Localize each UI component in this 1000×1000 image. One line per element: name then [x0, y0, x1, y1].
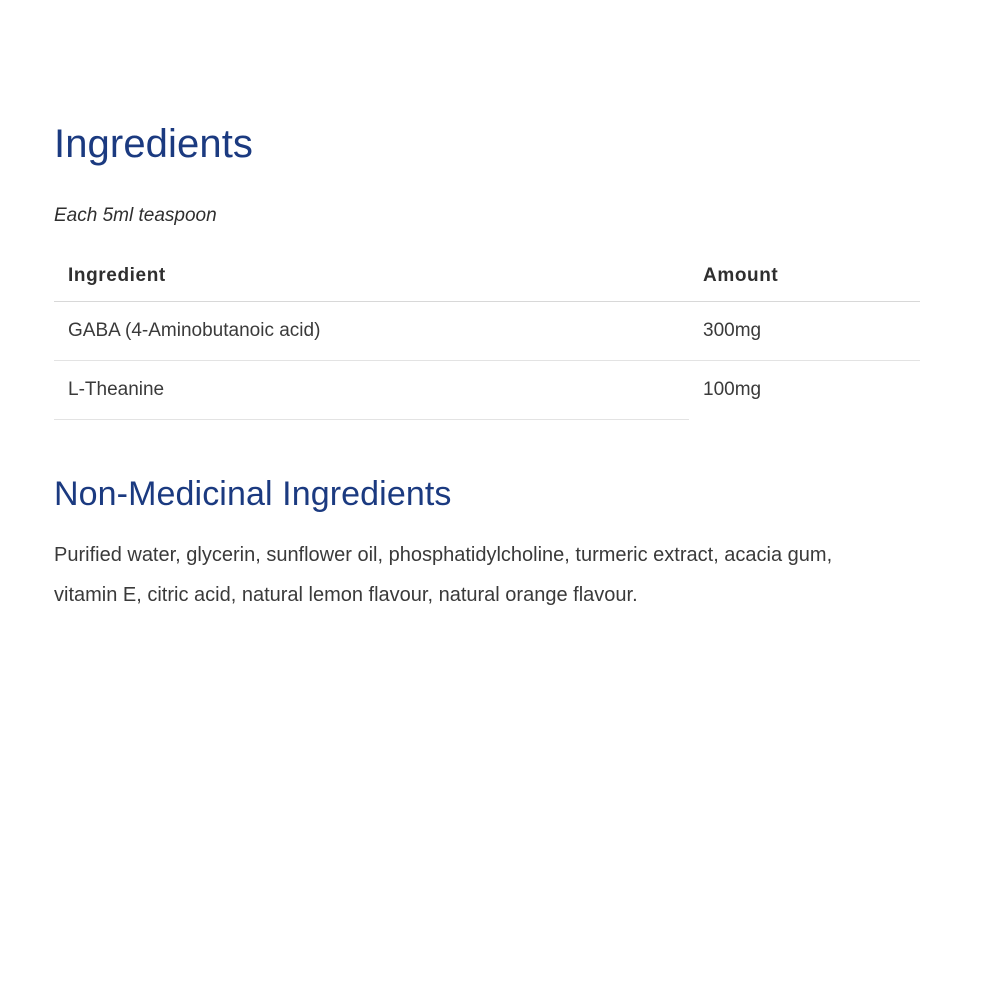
column-header-amount: Amount: [689, 259, 920, 302]
table-body: [54, 301, 920, 419]
column-header-ingredient: Ingredient: [54, 259, 689, 302]
table-header-row: [54, 259, 920, 302]
page-title: Ingredients: [54, 122, 254, 166]
ingredients-table: [54, 259, 920, 420]
serving-size-note: Each 5ml teaspoon: [54, 205, 217, 226]
table-header: [54, 259, 920, 302]
table-row: [54, 360, 920, 419]
cell-ingredient-amount: 300mg: [689, 301, 920, 360]
cell-ingredient-amount: 100mg: [703, 378, 762, 400]
table-row: [54, 301, 920, 360]
non-medicinal-ingredients-title: Non-Medicinal Ingredients: [54, 474, 452, 513]
cell-ingredient-name: GABA (4-Aminobutanoic acid): [54, 301, 689, 360]
non-medicinal-ingredients-text: Purified water, glycerin, sunflower oil, phosphatidylcholine, turmeric extract, acacia gum, vitamin E, citric acid, natural lemon flavour, natural orange flavour.: [54, 544, 833, 607]
cell-ingredient-name: L-Theanine: [54, 360, 689, 419]
